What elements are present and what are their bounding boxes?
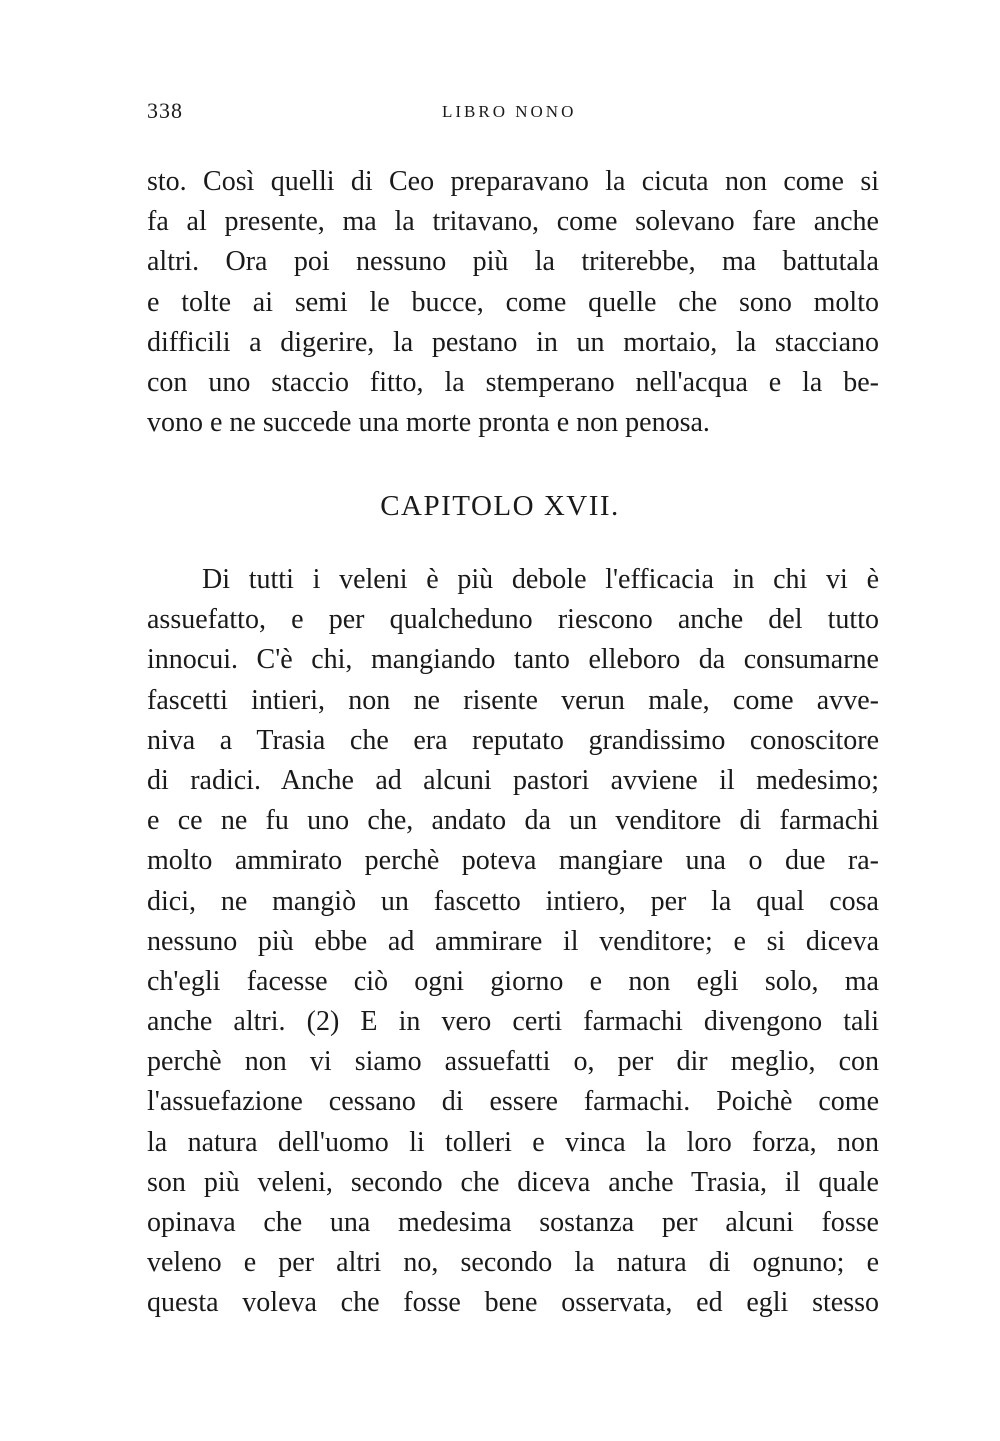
running-head <box>147 98 877 130</box>
text-line: la natura dell'uomo li tolleri e vinca la loro forza, non <box>147 1126 879 1158</box>
text-line: questa voleva che fosse bene osservata, ed egli stesso <box>147 1287 879 1319</box>
text-line: altri. Ora poi nessuno più la triterebbe, ma battutala <box>147 246 879 278</box>
paragraph-continued <box>147 162 879 443</box>
text-line: e tolte ai semi le bucce, come quelle che sono molto <box>147 286 879 318</box>
text-line: con uno staccio fitto, la stemperano nell'acqua e la be- <box>147 366 879 398</box>
text-line: l'assuefazione cessano di essere farmachi. Poichè come <box>147 1086 879 1118</box>
text-line: di radici. Anche ad alcuni pastori avviene il medesimo; <box>147 764 879 796</box>
text-line: perchè non vi siamo assuefatti o, per dir meglio, con <box>147 1046 879 1078</box>
text-line: dici, ne mangiò un fascetto intiero, per la qual cosa <box>147 885 879 917</box>
text-line: opinava che una medesima sostanza per alcuni fosse <box>147 1207 879 1238</box>
text-line: nessuno più ebbe ad ammirare il venditore; e si diceva <box>147 925 879 957</box>
text-line: sto. Così quelli di Ceo preparavano la cicuta non come si <box>147 166 879 197</box>
text-line: fascetti intieri, non ne risente verun male, come avve- <box>147 684 879 716</box>
chapter-paragraph <box>147 560 879 1324</box>
text-line: niva a Trasia che era reputato grandissimo conoscitore <box>147 724 879 756</box>
running-title: LIBRO NONO <box>442 102 577 121</box>
page-number: 338 <box>147 98 183 123</box>
text-line: vono e ne succede una morte pronta e non penosa. <box>147 407 710 439</box>
text-line: ch'egli facesse ciò ogni giorno e non egli solo, ma <box>147 965 879 997</box>
text-line: veleno e per altri no, secondo la natura di ognuno; e <box>147 1247 879 1279</box>
text-line: difficili a digerire, la pestano in un mortaio, la stacciano <box>147 326 879 358</box>
chapter-heading: CAPITOLO XVII. <box>380 490 620 522</box>
text-line: assuefatto, e per qualcheduno riescono anche del tutto <box>147 604 879 636</box>
text-line: anche altri. (2) E in vero certi farmachi divengono tali <box>147 1006 879 1038</box>
text-line: fa al presente, ma la tritavano, come solevano fare anche <box>147 206 879 238</box>
text-line: Di tutti i veleni è più debole l'efficacia in chi vi è <box>202 564 879 595</box>
text-line: innocui. C'è chi, mangiando tanto elleboro da consumarne <box>147 644 879 676</box>
text-line: e ce ne fu uno che, andato da un venditore di farmachi <box>147 805 879 837</box>
text-line: son più veleni, secondo che diceva anche Trasia, il quale <box>147 1166 879 1198</box>
text-line: molto ammirato perchè poteva mangiare una o due ra- <box>147 845 879 877</box>
